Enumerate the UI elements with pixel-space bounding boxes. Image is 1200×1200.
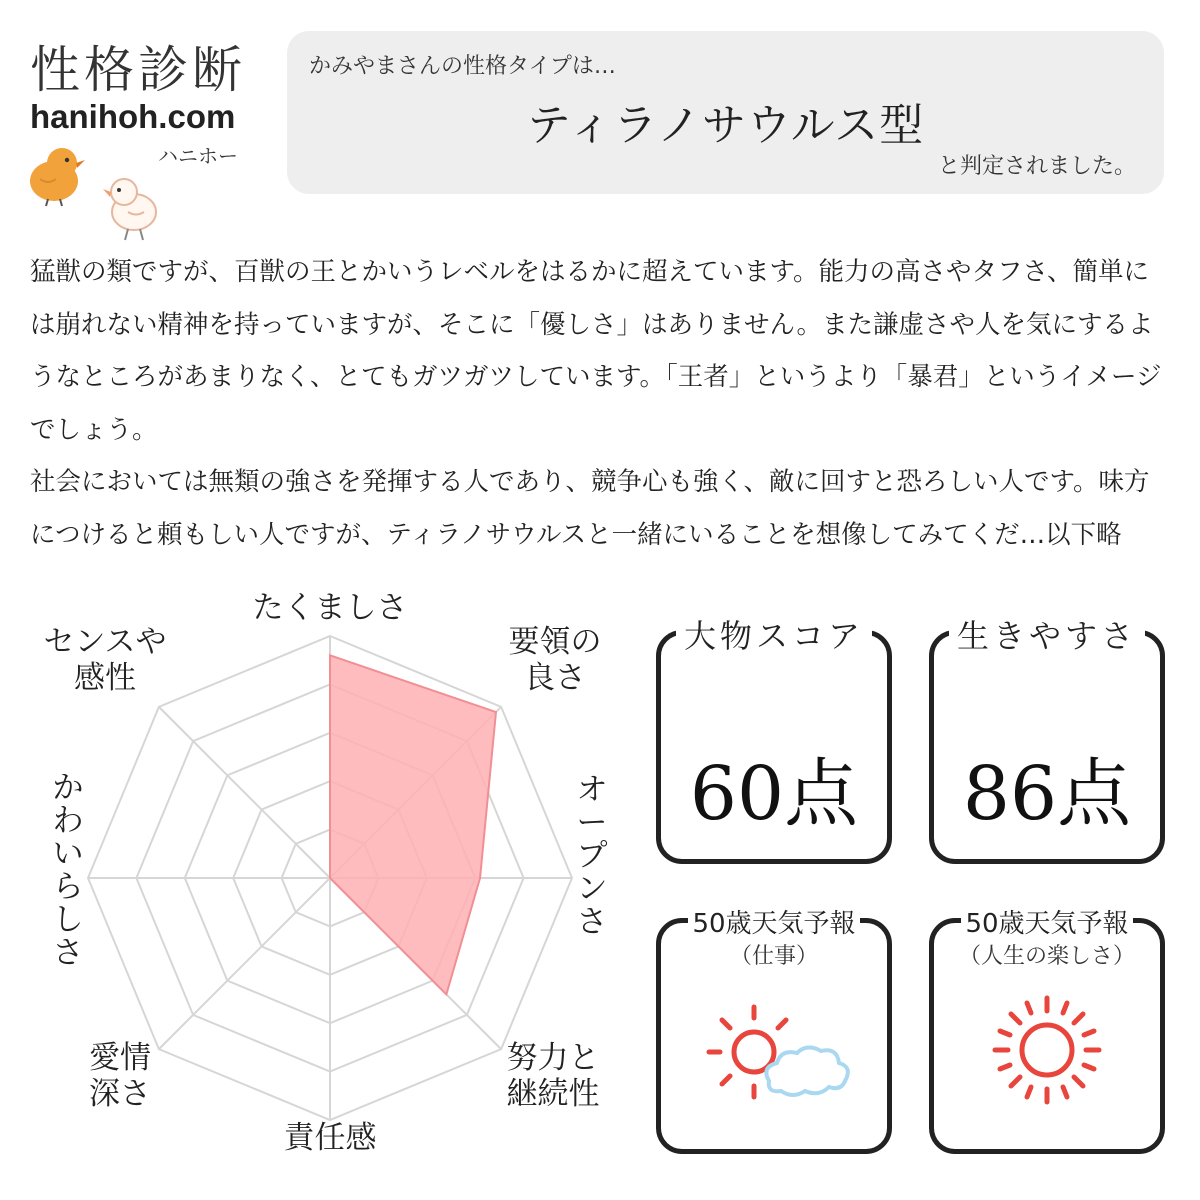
sun-icon — [934, 983, 1160, 1133]
ease-score-title: 生きやすさ — [949, 617, 1145, 655]
radar-axis-label: 責任感 — [283, 1120, 377, 1156]
big-score-title: 大物スコア — [676, 617, 872, 655]
sun-with-cloud-icon — [661, 983, 887, 1133]
result-intro: かみやまさんの性格タイプは… — [309, 54, 616, 79]
radar-shape — [330, 655, 496, 994]
radar-axis-label: オープンさ — [576, 772, 608, 940]
radar-axis-label: かわいらしさ — [52, 770, 84, 971]
radar-axis-label: 愛情深さ — [89, 1040, 151, 1112]
ease-score-card — [929, 617, 1165, 864]
work-forecast-subtitle: （仕事） — [729, 944, 818, 969]
description — [30, 246, 1170, 561]
orange-chick-icon — [22, 143, 90, 207]
result-box — [287, 31, 1164, 194]
radar-axis-label: 努力と継続性 — [506, 1040, 600, 1112]
radar-chart — [0, 590, 640, 1200]
white-chick-icon — [100, 172, 166, 242]
logo-domain[interactable]: hanihoh.com — [30, 98, 236, 135]
description-paragraph-1: 猛獣の類ですが、百獣の王とかいうレベルをはるかに超えています。能力の高さやタフさ、簡単には崩れない精神を持っていますが、そこに「優しさ」はありません。また謙虚さや人を気にするようなところがあまりなく、とてもガツガツしています。「王者」というより「暴君」というイメージでしょう。 — [30, 257, 1162, 445]
description-paragraph-2: 社会においては無類の強さを発揮する人であり、競争心も強く、敵に回すと恐ろしい人です。味方につけると頼もしい人ですが、ティラノサウルスと一緒にいることを想像してみてくだ…以下略 — [30, 467, 1150, 550]
radar-axis-label: センスや感性 — [43, 624, 167, 696]
work-forecast-title: 50歳天気予報 — [688, 909, 859, 939]
result-outro: と判定されました。 — [937, 154, 1136, 179]
logo-title: 性格診断 — [30, 41, 246, 99]
ease-score-value: 86点 — [962, 751, 1132, 837]
radar-axis-label: 要領の良さ — [508, 624, 602, 696]
life-forecast-card — [929, 909, 1165, 1154]
big-score-card — [656, 617, 892, 864]
life-forecast-title: 50歳天気予報 — [961, 909, 1132, 939]
result-type: ティラノサウルス型 — [526, 100, 925, 151]
logo-kana: ハニホー — [158, 144, 238, 168]
big-score-value: 60点 — [689, 751, 859, 837]
work-forecast-card — [656, 909, 892, 1154]
life-forecast-subtitle: （人生の楽しさ） — [958, 944, 1135, 969]
radar-axis-label: たくましさ — [252, 590, 408, 626]
